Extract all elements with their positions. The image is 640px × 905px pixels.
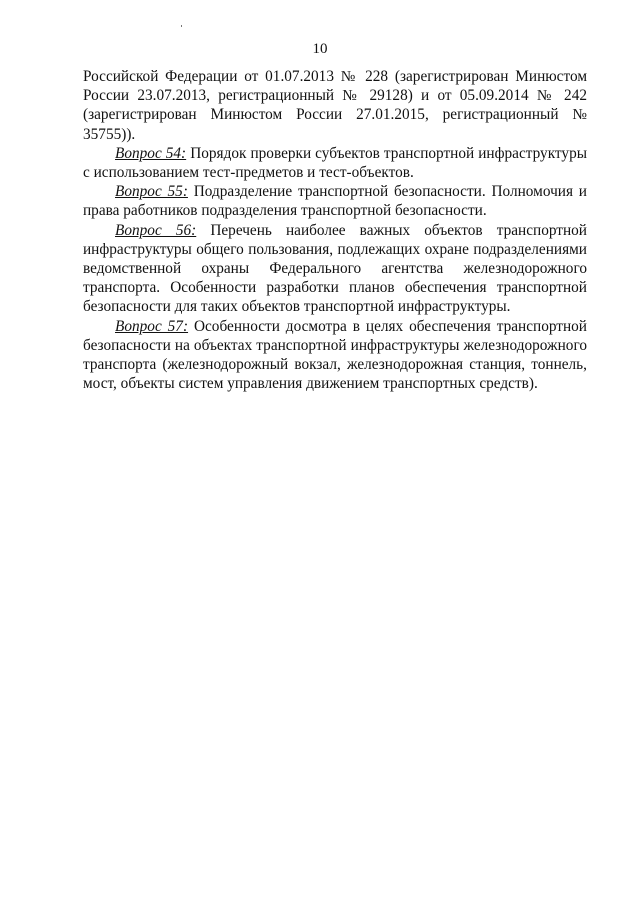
question-text: Перечень наиболее важных объектов транспортной инфраструктуры общего пользования, подлежащих охране подразделениями ведомственной охраны Федерального агентства железнодорожного транспорта. Особенности разработки планов обеспечения транспортной безопасности для таких объектов транспортной инфраструктуры. bbox=[83, 221, 587, 316]
paragraph-text: Российской Федерации от 01.07.2013 № 228 (зарегистрирован Минюстом России 23.07.2013, регистрационный № 29128) и от 05.09.2014 № 242 (зарегистрирован Минюстом России 27.01.2015, регистрационный № 35755)). bbox=[83, 68, 587, 143]
page-number: 10 bbox=[312, 41, 328, 57]
question-label: Вопрос 55: bbox=[115, 183, 188, 201]
question-text: Подразделение транспортной безопасности. Полномочия и права работников подразделения транспортной безопасности. bbox=[83, 183, 587, 220]
document-body bbox=[83, 67, 587, 393]
paragraph-continuation bbox=[83, 67, 587, 144]
paragraph-question-54 bbox=[83, 144, 587, 182]
paragraph-question-57 bbox=[83, 317, 587, 394]
question-label: Вопрос 56: bbox=[115, 221, 197, 239]
question-label: Вопрос 54: bbox=[115, 144, 187, 162]
paragraph-question-55 bbox=[83, 182, 587, 220]
question-text: Порядок проверки субъектов транспортной инфраструктуры с использованием тест-предметов и тест-объектов. bbox=[83, 144, 587, 182]
question-label: Вопрос 57: bbox=[115, 317, 189, 335]
scan-artifact bbox=[181, 25, 182, 27]
question-text: Особенности досмотра в целях обеспечения транспортной безопасности на объектах транспортной инфраструктуры железнодорожного транспорта (железнодорожный вокзал, железнодорожная станция, тоннель, мост, объекты систем управления движением транспортных средств). bbox=[83, 317, 587, 393]
paragraph-question-56 bbox=[83, 221, 587, 317]
